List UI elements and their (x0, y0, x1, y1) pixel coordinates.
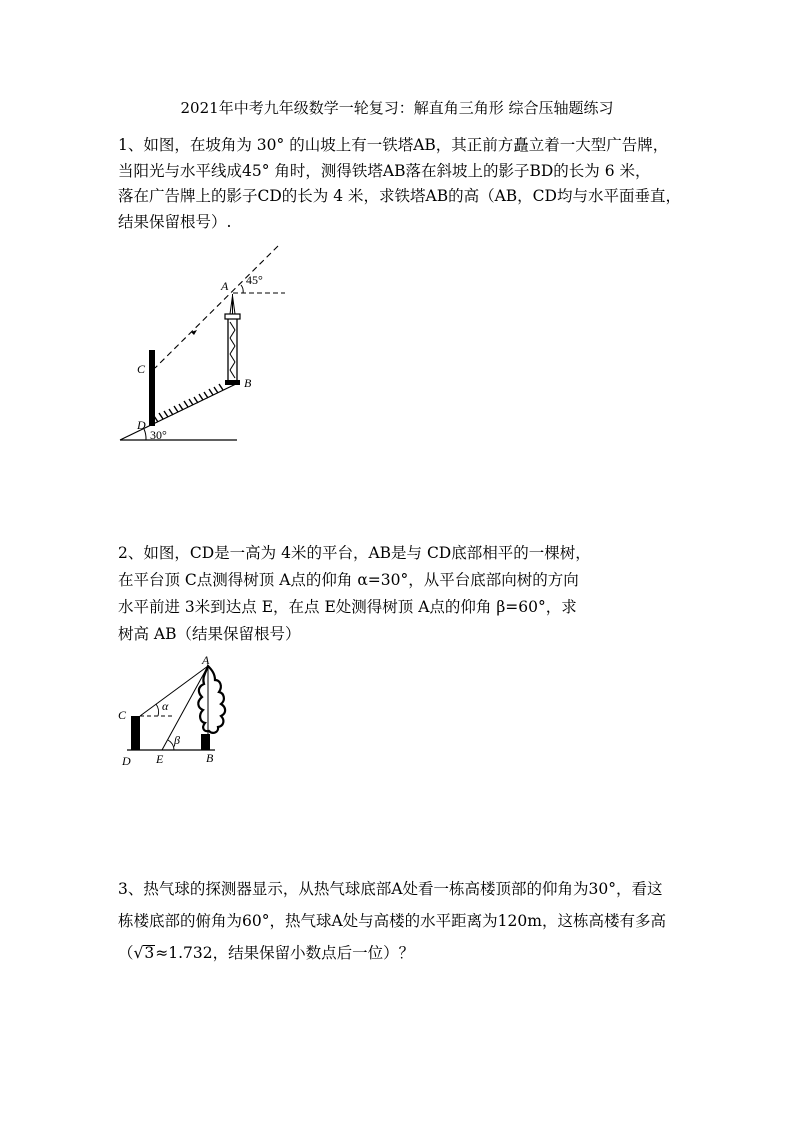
platform-cd (131, 716, 140, 750)
label-e: E (156, 752, 164, 766)
tower-ab (225, 294, 240, 385)
problem-2-text (118, 540, 678, 648)
problem-1-line: 1、如图，在坡角为 30° 的山坡上有一铁塔AB，其正前方矗立着一大型广告牌， (118, 136, 669, 154)
label-d: D (122, 754, 131, 768)
problem-3-line: 3、热气球的探测器显示，从热气球底部A处看一栋高楼顶部的仰角为30°，看这 (118, 880, 663, 898)
label-a: A (202, 653, 210, 667)
alpha-label: α (162, 699, 169, 713)
alpha-arc (156, 704, 159, 716)
angle-label-45: 45° (246, 273, 263, 287)
problem-1-text (118, 133, 681, 235)
angle-label-30: 30° (150, 428, 167, 442)
sqrt-radicand: 3 (144, 944, 155, 962)
billboard-cd (149, 350, 155, 426)
problem-3-line (118, 937, 678, 969)
tree-base (201, 734, 210, 750)
beta-label: β (174, 733, 180, 747)
problem-1-line: 结果保留根号）. (118, 212, 232, 231)
label-d: D (137, 418, 146, 432)
problem-2-figure (112, 652, 232, 770)
open-paren: （ (118, 944, 134, 962)
label-a: A (221, 279, 229, 293)
sun-ray (155, 246, 278, 368)
angle-arc-45 (241, 285, 243, 293)
problem-3-line-rest: ≈1.732，结果保留小数点后一位）？ (155, 944, 415, 962)
slope-hatching (154, 384, 223, 422)
sqrt-sign: √ (133, 944, 144, 962)
problem-1-figure (110, 240, 300, 450)
problem-2-line: 水平前进 3米到达点 E，在点 E处测得树顶 A点的仰角 β=60°，求 (118, 598, 577, 616)
label-b: B (206, 751, 214, 765)
problem-3-text (118, 873, 678, 969)
page-title: 2021年中考九年级数学一轮复习：解直角三角形 综合压轴题练习 (180, 99, 614, 117)
label-b: B (244, 376, 252, 390)
problem-1-line: 落在广告牌上的影子CD的长为 4 米，求铁塔AB的高（AB，CD均与水平面垂直， (118, 187, 681, 205)
label-c: C (137, 362, 146, 376)
problem-1-line: 当阳光与水平线成45° 角时，测得铁塔AB落在斜坡上的影子BD的长为 6 米， (118, 161, 651, 180)
problem-2-line: 树高 AB（结果保留根号） (118, 625, 301, 643)
problem-3-line: 栋楼底部的俯角为60°，热气球A处与高楼的水平距离为120m，这栋高楼有多高 (118, 912, 666, 930)
problem-2-line: 2、如图，CD是一高为 4米的平台，AB是与 CD底部相平的一棵树， (118, 544, 591, 562)
problem-2-line: 在平台顶 C点测得树顶 A点的仰角 α=30°，从平台底部向树的方向 (118, 571, 579, 589)
label-c: C (118, 708, 127, 722)
